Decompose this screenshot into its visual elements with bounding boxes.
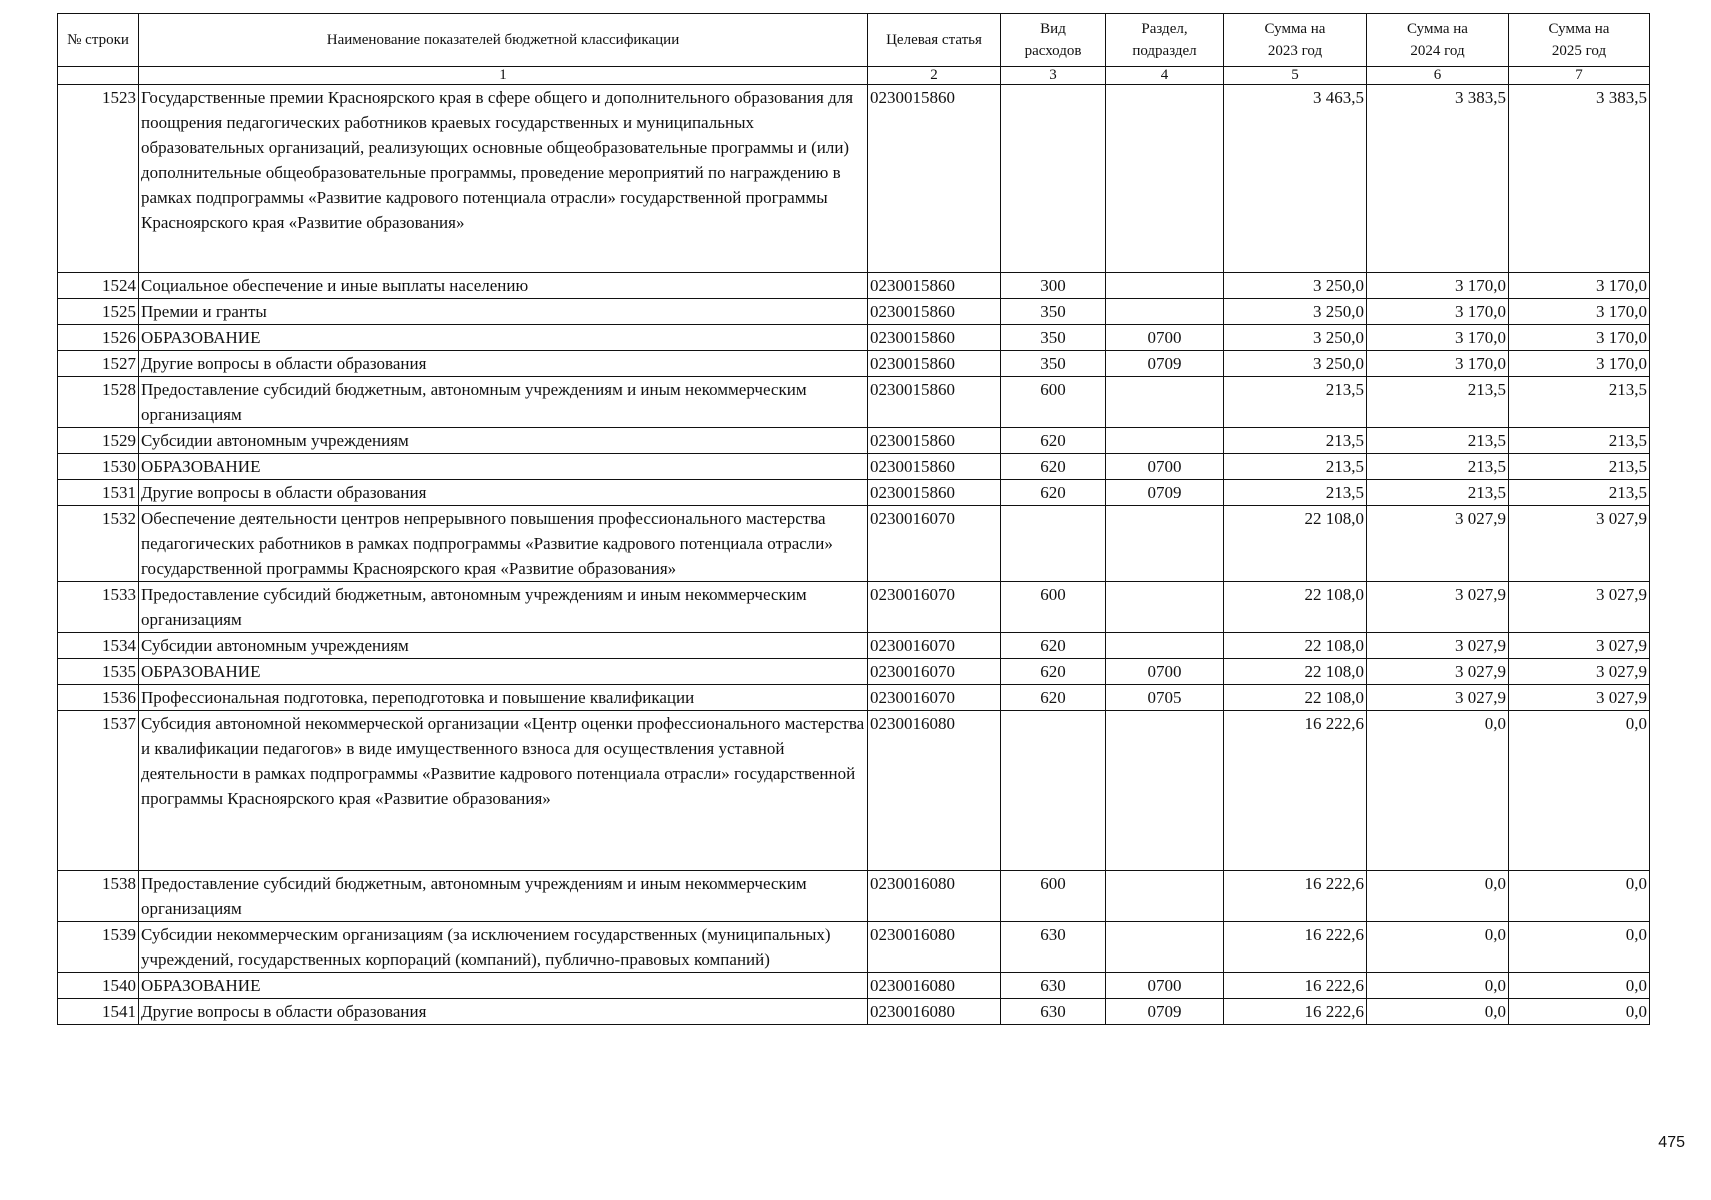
- sum-2023-cell: 16 222,6: [1224, 973, 1367, 999]
- sum-2024-cell: 3 027,9: [1367, 582, 1509, 633]
- target-article-cell: 0230015860: [868, 299, 1001, 325]
- sum-2025-cell: 3 170,0: [1509, 325, 1650, 351]
- row-number-cell: 1539: [58, 922, 139, 973]
- sum-2023-cell: 22 108,0: [1224, 506, 1367, 582]
- sum-2025-cell: 0,0: [1509, 871, 1650, 922]
- section-cell: 0700: [1106, 973, 1224, 999]
- target-article-cell: 0230015860: [868, 377, 1001, 428]
- indicator-name-cell: Предоставление субсидий бюджетным, автономным учреждениям и иным некоммерческим организациям: [139, 377, 868, 428]
- sum-2023-cell: 22 108,0: [1224, 685, 1367, 711]
- expense-type-cell: 600: [1001, 871, 1106, 922]
- table-row: [58, 871, 1650, 922]
- indicator-name-cell: Другие вопросы в области образования: [139, 999, 868, 1025]
- table-header: [58, 14, 1650, 85]
- sum-2024-cell: 0,0: [1367, 999, 1509, 1025]
- section-cell: [1106, 273, 1224, 299]
- target-article-cell: 0230015860: [868, 273, 1001, 299]
- column-number: 5: [1224, 67, 1367, 85]
- sum-2023-cell: 3 250,0: [1224, 273, 1367, 299]
- expense-type-cell: 620: [1001, 454, 1106, 480]
- expense-type-cell: [1001, 711, 1106, 871]
- sum-2023-cell: 22 108,0: [1224, 582, 1367, 633]
- target-article-cell: 0230015860: [868, 454, 1001, 480]
- indicator-name-cell: Государственные премии Красноярского края в сфере общего и дополнительного образования для поощрения педагогических работников краевых государственных и муниципальных образовательных организаций, реализующих основные общеобразовательные программы и (или) дополнительные общеобразовательные программы, проведение мероприятий по награждению в рамках подпрограммы «Развитие кадрового потенциала отрасли» государственной программы Красноярского края «Развитие образования»: [139, 85, 868, 273]
- sum-2023-cell: 16 222,6: [1224, 922, 1367, 973]
- sum-2025-cell: 3 027,9: [1509, 506, 1650, 582]
- row-number-cell: 1538: [58, 871, 139, 922]
- row-number-cell: 1524: [58, 273, 139, 299]
- section-cell: [1106, 922, 1224, 973]
- indicator-name-cell: Предоставление субсидий бюджетным, автономным учреждениям и иным некоммерческим организациям: [139, 582, 868, 633]
- expense-type-cell: 350: [1001, 299, 1106, 325]
- target-article-cell: 0230016070: [868, 633, 1001, 659]
- sum-2025-cell: 213,5: [1509, 480, 1650, 506]
- target-article-cell: 0230016080: [868, 973, 1001, 999]
- sum-2025-cell: 3 383,5: [1509, 85, 1650, 273]
- target-article-cell: 0230016080: [868, 999, 1001, 1025]
- table-row: [58, 480, 1650, 506]
- sum-2025-cell: 213,5: [1509, 454, 1650, 480]
- expense-type-cell: 620: [1001, 659, 1106, 685]
- column-number: 4: [1106, 67, 1224, 85]
- table-row: [58, 506, 1650, 582]
- table-row: [58, 999, 1650, 1025]
- sum-2023-cell: 16 222,6: [1224, 871, 1367, 922]
- sum-2024-cell: 0,0: [1367, 973, 1509, 999]
- row-number-cell: 1527: [58, 351, 139, 377]
- indicator-name-cell: ОБРАЗОВАНИЕ: [139, 659, 868, 685]
- sum-2024-cell: 3 170,0: [1367, 325, 1509, 351]
- expense-type-cell: [1001, 506, 1106, 582]
- section-cell: [1106, 871, 1224, 922]
- target-article-cell: 0230016070: [868, 659, 1001, 685]
- table-row: [58, 582, 1650, 633]
- sum-2023-cell: 213,5: [1224, 428, 1367, 454]
- expense-type-cell: 620: [1001, 428, 1106, 454]
- target-article-cell: 0230016070: [868, 582, 1001, 633]
- row-number-cell: 1535: [58, 659, 139, 685]
- section-cell: [1106, 582, 1224, 633]
- sum-2025-cell: 213,5: [1509, 428, 1650, 454]
- expense-type-cell: 630: [1001, 999, 1106, 1025]
- sum-2023-cell: 22 108,0: [1224, 659, 1367, 685]
- sum-2024-cell: 3 027,9: [1367, 633, 1509, 659]
- column-number: 2: [868, 67, 1001, 85]
- expense-type-cell: 620: [1001, 633, 1106, 659]
- header-name: Наименование показателей бюджетной классификации: [139, 14, 868, 67]
- indicator-name-cell: Субсидия автономной некоммерческой организации «Центр оценки профессионального мастерства и квалификации педагогов» в виде имущественного взноса для осуществления уставной деятельности в рамках подпрограммы «Развитие кадрового потенциала отрасли» государственной программы Красноярского края «Развитие образования»: [139, 711, 868, 871]
- header-sum-2024: Сумма на 2024 год: [1367, 14, 1509, 67]
- table-body: [58, 85, 1650, 1025]
- expense-type-cell: 630: [1001, 973, 1106, 999]
- sum-2025-cell: 0,0: [1509, 999, 1650, 1025]
- row-number-cell: 1526: [58, 325, 139, 351]
- row-number-cell: 1523: [58, 85, 139, 273]
- target-article-cell: 0230016080: [868, 922, 1001, 973]
- section-cell: [1106, 633, 1224, 659]
- expense-type-cell: 630: [1001, 922, 1106, 973]
- expense-type-cell: 300: [1001, 273, 1106, 299]
- sum-2024-cell: 213,5: [1367, 454, 1509, 480]
- header-expense-type: Вид расходов: [1001, 14, 1106, 67]
- header-sum-2025: Сумма на 2025 год: [1509, 14, 1650, 67]
- sum-2024-cell: 0,0: [1367, 871, 1509, 922]
- target-article-cell: 0230015860: [868, 428, 1001, 454]
- indicator-name-cell: Другие вопросы в области образования: [139, 351, 868, 377]
- sum-2023-cell: 213,5: [1224, 454, 1367, 480]
- table-row: [58, 711, 1650, 871]
- section-cell: 0700: [1106, 454, 1224, 480]
- section-cell: 0709: [1106, 999, 1224, 1025]
- expense-type-cell: 350: [1001, 325, 1106, 351]
- row-number-cell: 1537: [58, 711, 139, 871]
- target-article-cell: 0230015860: [868, 480, 1001, 506]
- sum-2025-cell: 3 170,0: [1509, 299, 1650, 325]
- target-article-cell: 0230016070: [868, 685, 1001, 711]
- section-cell: [1106, 428, 1224, 454]
- column-number: 7: [1509, 67, 1650, 85]
- header-target-article: Целевая статья: [868, 14, 1001, 67]
- expense-type-cell: 620: [1001, 480, 1106, 506]
- sum-2024-cell: 3 027,9: [1367, 506, 1509, 582]
- table-row: [58, 85, 1650, 273]
- row-number-cell: 1536: [58, 685, 139, 711]
- column-number: 3: [1001, 67, 1106, 85]
- table-row: [58, 454, 1650, 480]
- sum-2023-cell: 213,5: [1224, 377, 1367, 428]
- row-number-cell: 1540: [58, 973, 139, 999]
- indicator-name-cell: Социальное обеспечение и иные выплаты населению: [139, 273, 868, 299]
- table-row: [58, 685, 1650, 711]
- sum-2024-cell: 3 027,9: [1367, 659, 1509, 685]
- sum-2025-cell: 3 170,0: [1509, 351, 1650, 377]
- table-row: [58, 659, 1650, 685]
- row-number-cell: 1534: [58, 633, 139, 659]
- expense-type-cell: 620: [1001, 685, 1106, 711]
- indicator-name-cell: Обеспечение деятельности центров непрерывного повышения профессионального мастерства педагогических работников в рамках подпрограммы «Развитие кадрового потенциала отрасли» государственной программы Красноярского края «Развитие образования»: [139, 506, 868, 582]
- sum-2025-cell: 3 027,9: [1509, 685, 1650, 711]
- expense-type-cell: 350: [1001, 351, 1106, 377]
- sum-2024-cell: 3 170,0: [1367, 351, 1509, 377]
- table-row: [58, 325, 1650, 351]
- sum-2023-cell: 3 250,0: [1224, 351, 1367, 377]
- sum-2023-cell: 16 222,6: [1224, 999, 1367, 1025]
- indicator-name-cell: Субсидии автономным учреждениям: [139, 428, 868, 454]
- sum-2023-cell: 3 250,0: [1224, 299, 1367, 325]
- sum-2024-cell: 213,5: [1367, 428, 1509, 454]
- sum-2025-cell: 0,0: [1509, 711, 1650, 871]
- sum-2024-cell: 0,0: [1367, 922, 1509, 973]
- row-number-cell: 1541: [58, 999, 139, 1025]
- section-cell: 0705: [1106, 685, 1224, 711]
- section-cell: [1106, 506, 1224, 582]
- section-cell: 0709: [1106, 480, 1224, 506]
- row-number-cell: 1529: [58, 428, 139, 454]
- sum-2023-cell: 213,5: [1224, 480, 1367, 506]
- row-number-cell: 1531: [58, 480, 139, 506]
- table-row: [58, 299, 1650, 325]
- target-article-cell: 0230016080: [868, 871, 1001, 922]
- row-number-cell: 1530: [58, 454, 139, 480]
- table-row: [58, 273, 1650, 299]
- row-number-cell: 1528: [58, 377, 139, 428]
- table-row: [58, 377, 1650, 428]
- sum-2023-cell: 16 222,6: [1224, 711, 1367, 871]
- expense-type-cell: [1001, 85, 1106, 273]
- table-row: [58, 922, 1650, 973]
- sum-2024-cell: 213,5: [1367, 480, 1509, 506]
- section-cell: 0700: [1106, 659, 1224, 685]
- header-sum-2023: Сумма на 2023 год: [1224, 14, 1367, 67]
- column-number-row: [58, 67, 1650, 85]
- table-row: [58, 428, 1650, 454]
- sum-2024-cell: 3 027,9: [1367, 685, 1509, 711]
- expense-type-cell: 600: [1001, 377, 1106, 428]
- sum-2025-cell: 0,0: [1509, 922, 1650, 973]
- section-cell: [1106, 377, 1224, 428]
- sum-2025-cell: 0,0: [1509, 973, 1650, 999]
- section-cell: [1106, 711, 1224, 871]
- section-cell: 0709: [1106, 351, 1224, 377]
- indicator-name-cell: ОБРАЗОВАНИЕ: [139, 973, 868, 999]
- target-article-cell: 0230015860: [868, 325, 1001, 351]
- table-row: [58, 351, 1650, 377]
- sum-2023-cell: 3 250,0: [1224, 325, 1367, 351]
- header-section: Раздел, подраздел: [1106, 14, 1224, 67]
- sum-2025-cell: 3 027,9: [1509, 659, 1650, 685]
- sum-2024-cell: 0,0: [1367, 711, 1509, 871]
- row-number-cell: 1532: [58, 506, 139, 582]
- sum-2025-cell: 3 027,9: [1509, 582, 1650, 633]
- sum-2025-cell: 213,5: [1509, 377, 1650, 428]
- section-cell: 0700: [1106, 325, 1224, 351]
- section-cell: [1106, 299, 1224, 325]
- budget-table: [57, 13, 1650, 1025]
- sum-2024-cell: 3 170,0: [1367, 273, 1509, 299]
- table-row: [58, 633, 1650, 659]
- column-number: 1: [139, 67, 868, 85]
- target-article-cell: 0230015860: [868, 351, 1001, 377]
- sum-2023-cell: 22 108,0: [1224, 633, 1367, 659]
- sum-2024-cell: 3 383,5: [1367, 85, 1509, 273]
- indicator-name-cell: ОБРАЗОВАНИЕ: [139, 454, 868, 480]
- sum-2024-cell: 3 170,0: [1367, 299, 1509, 325]
- indicator-name-cell: Субсидии автономным учреждениям: [139, 633, 868, 659]
- indicator-name-cell: Премии и гранты: [139, 299, 868, 325]
- row-number-cell: 1525: [58, 299, 139, 325]
- sum-2025-cell: 3 027,9: [1509, 633, 1650, 659]
- row-number-cell: 1533: [58, 582, 139, 633]
- column-number: [58, 67, 139, 85]
- sum-2024-cell: 213,5: [1367, 377, 1509, 428]
- target-article-cell: 0230016080: [868, 711, 1001, 871]
- target-article-cell: 0230016070: [868, 506, 1001, 582]
- table-row: [58, 973, 1650, 999]
- indicator-name-cell: Субсидии некоммерческим организациям (за исключением государственных (муниципальных) учреждений, государственных корпораций (компаний), публично-правовых компаний): [139, 922, 868, 973]
- sum-2023-cell: 3 463,5: [1224, 85, 1367, 273]
- indicator-name-cell: Профессиональная подготовка, переподготовка и повышение квалификации: [139, 685, 868, 711]
- column-number: 6: [1367, 67, 1509, 85]
- header-row-number: № строки: [58, 14, 139, 67]
- section-cell: [1106, 85, 1224, 273]
- target-article-cell: 0230015860: [868, 85, 1001, 273]
- indicator-name-cell: ОБРАЗОВАНИЕ: [139, 325, 868, 351]
- expense-type-cell: 600: [1001, 582, 1106, 633]
- indicator-name-cell: Предоставление субсидий бюджетным, автономным учреждениям и иным некоммерческим организациям: [139, 871, 868, 922]
- page-number: 475: [1658, 1134, 1685, 1151]
- sum-2025-cell: 3 170,0: [1509, 273, 1650, 299]
- indicator-name-cell: Другие вопросы в области образования: [139, 480, 868, 506]
